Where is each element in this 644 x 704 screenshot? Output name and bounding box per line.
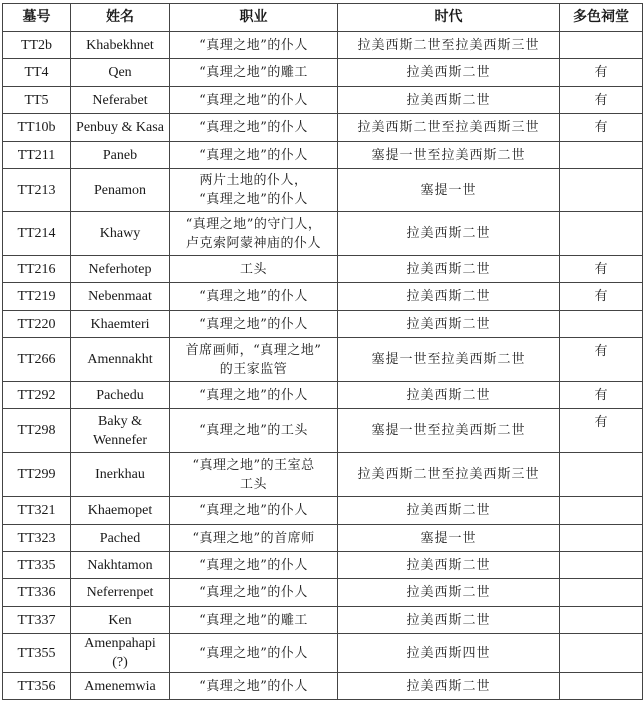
owner-name-line: Pached (99, 530, 141, 546)
polychrome-chapel: 有 (560, 59, 643, 87)
owner-name-line: Amenemwia (84, 678, 156, 694)
occupation-line: “真理之地”的仆人 (199, 120, 308, 135)
owner-name (71, 409, 170, 453)
owner-name (71, 579, 170, 607)
table-row (3, 114, 643, 142)
owner-name-line: Penbuy & Kasa (76, 120, 164, 135)
table-row (3, 311, 643, 338)
occupation-line: “真理之地”的仆人 (199, 645, 308, 661)
owner-name (71, 673, 170, 700)
occupation (170, 256, 338, 283)
era: 塞提一世 (338, 169, 560, 212)
polychrome-chapel (560, 142, 643, 169)
table-row (3, 338, 643, 382)
table-row (3, 32, 643, 59)
table-row (3, 283, 643, 311)
occupation (170, 87, 338, 114)
occupation (170, 311, 338, 338)
polychrome-chapel (560, 32, 643, 59)
era: 塞提一世至拉美西斯二世 (338, 142, 560, 169)
tomb-number: TT335 (3, 552, 71, 579)
owner-name-line: Khaemteri (90, 316, 150, 332)
era: 拉美西斯二世至拉美西斯三世 (338, 453, 560, 497)
table-row (3, 87, 643, 114)
occupation (170, 579, 338, 607)
polychrome-chapel: 有 (560, 382, 643, 409)
occupation (170, 634, 338, 673)
owner-name (71, 497, 170, 525)
era: 拉美西斯二世 (338, 311, 560, 338)
table-row (3, 525, 643, 552)
table-row (3, 409, 643, 453)
owner-name (71, 87, 170, 114)
era: 拉美西斯二世 (338, 497, 560, 525)
owner-name-line: Qen (108, 65, 132, 80)
era: 拉美西斯二世 (338, 256, 560, 283)
tomb-table (2, 3, 643, 700)
polychrome-chapel (560, 212, 643, 256)
occupation-line: “真理之地”的仆人 (199, 678, 308, 694)
occupation (170, 382, 338, 409)
polychrome-chapel (560, 453, 643, 497)
era: 拉美西斯二世至拉美西斯三世 (338, 32, 560, 59)
table-row (3, 256, 643, 283)
era: 拉美西斯二世 (338, 212, 560, 256)
era: 拉美西斯二世 (338, 283, 560, 311)
occupation-line: “真理之地”的工头 (199, 423, 308, 438)
occupation-line: 卢克索阿蒙神庙的仆人 (185, 235, 321, 251)
polychrome-chapel (560, 311, 643, 338)
table-row (3, 497, 643, 525)
polychrome-chapel: 有 (560, 87, 643, 114)
occupation (170, 673, 338, 700)
table-row (3, 634, 643, 673)
tomb-number: TT2b (3, 32, 71, 59)
occupation-line: “真理之地”的仆人 (199, 92, 308, 108)
occupation (170, 453, 338, 497)
tomb-number: TT266 (3, 338, 71, 382)
owner-name-line: Nebenmaat (88, 289, 152, 304)
tomb-number: TT219 (3, 283, 71, 311)
occupation (170, 114, 338, 142)
header-name: 姓名 (71, 4, 170, 32)
owner-name (71, 552, 170, 579)
occupation (170, 338, 338, 382)
owner-name-line: Nakhtamon (87, 557, 153, 573)
table-row (3, 579, 643, 607)
polychrome-chapel (560, 673, 643, 700)
tomb-number: TT213 (3, 169, 71, 212)
polychrome-chapel: 有 (560, 283, 643, 311)
tomb-number: TT355 (3, 634, 71, 673)
polychrome-chapel: 有 (560, 114, 643, 142)
occupation-line: 工头 (239, 476, 267, 492)
tomb-number: TT337 (3, 607, 71, 634)
tomb-number: TT220 (3, 311, 71, 338)
era: 拉美西斯四世 (338, 634, 560, 673)
occupation (170, 32, 338, 59)
occupation-line: “真理之地”的首席师 (192, 530, 315, 546)
polychrome-chapel: 有 (560, 409, 643, 453)
era: 拉美西斯二世 (338, 673, 560, 700)
owner-name (71, 114, 170, 142)
owner-name-line: Ken (108, 612, 132, 628)
era: 拉美西斯二世 (338, 552, 560, 579)
owner-name-line: Neferhotep (88, 261, 152, 277)
owner-name-line: Amennakht (87, 352, 153, 367)
occupation-line: “真理之地”的仆人 (199, 289, 308, 304)
polychrome-chapel: 有 (560, 338, 643, 382)
era: 拉美西斯二世 (338, 59, 560, 87)
occupation (170, 552, 338, 579)
occupation-line: “真理之地”的仆人 (199, 503, 308, 518)
tomb-number: TT214 (3, 212, 71, 256)
occupation-line: 首席画师，“真理之地” (185, 342, 322, 358)
tomb-number: TT323 (3, 525, 71, 552)
occupation-line: “真理之地”的仆人 (199, 585, 308, 600)
occupation-line: 工头 (239, 261, 267, 277)
tomb-number: TT336 (3, 579, 71, 607)
header-polychrome-chapel: 多色祠堂 (560, 4, 643, 32)
tomb-number: TT356 (3, 673, 71, 700)
header-row (3, 4, 643, 32)
occupation-line: “真理之地”的王室总 (192, 457, 315, 473)
occupation-line: “真理之地”的仆人 (199, 316, 308, 332)
owner-name (71, 283, 170, 311)
occupation-line: “真理之地”的雕工 (199, 65, 308, 80)
table-row (3, 59, 643, 87)
polychrome-chapel (560, 169, 643, 212)
tomb-number: TT299 (3, 453, 71, 497)
tomb-number: TT5 (3, 87, 71, 114)
table-row (3, 169, 643, 212)
owner-name (71, 59, 170, 87)
era: 拉美西斯二世 (338, 579, 560, 607)
owner-name (71, 142, 170, 169)
occupation-line: “真理之地”的守门人， (185, 216, 322, 232)
occupation (170, 142, 338, 169)
owner-name (71, 32, 170, 59)
owner-name-line: Khaemopet (87, 503, 153, 518)
occupation (170, 607, 338, 634)
owner-name-line: Penamon (93, 182, 147, 198)
tomb-number: TT292 (3, 382, 71, 409)
owner-name (71, 525, 170, 552)
owner-name (71, 311, 170, 338)
occupation-line: “真理之地”的仆人 (199, 387, 308, 403)
owner-name (71, 169, 170, 212)
header-tomb-number: 墓号 (3, 4, 71, 32)
occupation (170, 525, 338, 552)
owner-name (71, 607, 170, 634)
owner-name (71, 634, 170, 673)
occupation-line: “真理之地”的仆人 (199, 192, 308, 207)
table-row (3, 453, 643, 497)
header-era: 时代 (338, 4, 560, 32)
occupation-line: “真理之地”的仆人 (199, 147, 308, 163)
owner-name (71, 212, 170, 256)
occupation (170, 59, 338, 87)
polychrome-chapel (560, 579, 643, 607)
era: 拉美西斯二世 (338, 382, 560, 409)
polychrome-chapel (560, 607, 643, 634)
tomb-number: TT211 (3, 142, 71, 169)
owner-name-line: Khawy (99, 226, 141, 241)
owner-name (71, 453, 170, 497)
owner-name (71, 382, 170, 409)
owner-name-line: Amenpahapi (?) (84, 636, 156, 670)
occupation (170, 497, 338, 525)
owner-name-line: Pachedu (96, 387, 144, 403)
owner-name-line: Neferabet (92, 92, 148, 108)
era: 塞提一世至拉美西斯二世 (338, 338, 560, 382)
occupation-line: “真理之地”的雕工 (199, 612, 308, 628)
era: 拉美西斯二世 (338, 87, 560, 114)
owner-name-line: Wennefer (92, 432, 148, 448)
owner-name-line: Neferrenpet (86, 585, 154, 600)
occupation (170, 212, 338, 256)
occupation-line: 两片土地的仆人， (199, 173, 308, 188)
era: 塞提一世 (338, 525, 560, 552)
occupation (170, 169, 338, 212)
tomb-number: TT321 (3, 497, 71, 525)
owner-name (71, 256, 170, 283)
occupation-line: “真理之地”的仆人 (199, 37, 308, 53)
polychrome-chapel (560, 552, 643, 579)
tomb-number: TT4 (3, 59, 71, 87)
table-row (3, 212, 643, 256)
table-row (3, 382, 643, 409)
occupation-line: “真理之地”的仆人 (199, 557, 308, 573)
table-row (3, 673, 643, 700)
polychrome-chapel (560, 634, 643, 673)
occupation (170, 409, 338, 453)
owner-name-line: Khabekhnet (86, 37, 154, 53)
header-occupation: 职业 (170, 4, 338, 32)
occupation-line: 的王家监管 (219, 361, 288, 377)
polychrome-chapel (560, 497, 643, 525)
era: 拉美西斯二世至拉美西斯三世 (338, 114, 560, 142)
tomb-number: TT10b (3, 114, 71, 142)
occupation (170, 283, 338, 311)
table-row (3, 142, 643, 169)
polychrome-chapel (560, 525, 643, 552)
era: 拉美西斯二世 (338, 607, 560, 634)
owner-name-line: Baky & (98, 413, 142, 429)
table-row (3, 607, 643, 634)
table-row (3, 552, 643, 579)
era: 塞提一世至拉美西斯二世 (338, 409, 560, 453)
owner-name-line: Inerkhau (95, 467, 145, 482)
polychrome-chapel: 有 (560, 256, 643, 283)
tomb-number: TT298 (3, 409, 71, 453)
tomb-number: TT216 (3, 256, 71, 283)
owner-name-line: Paneb (102, 147, 138, 163)
owner-name (71, 338, 170, 382)
